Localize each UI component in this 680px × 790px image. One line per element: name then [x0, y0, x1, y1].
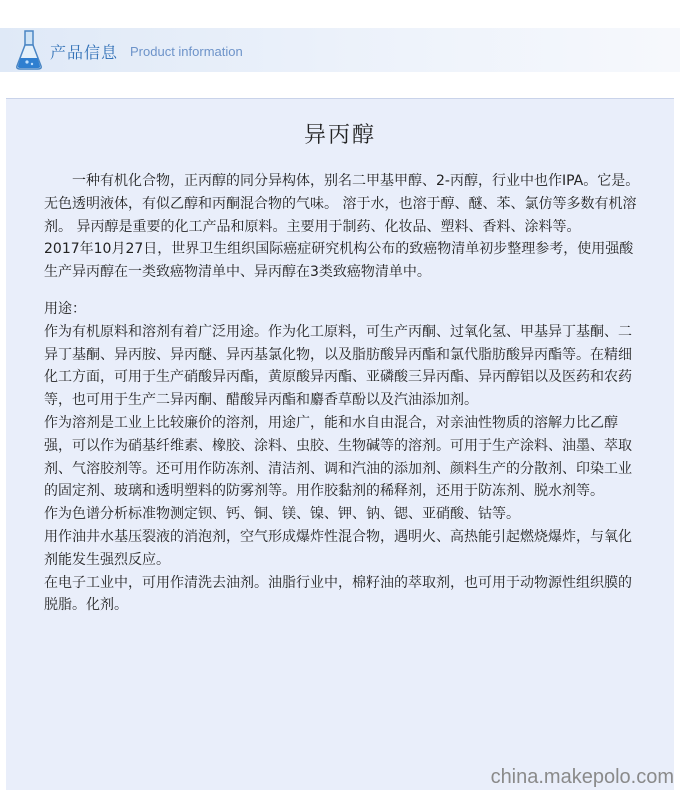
page-title: 异丙醇: [303, 123, 376, 148]
article-body: [44, 170, 644, 617]
uses-paragraph: 在电子工业中，可用作清洗去油剂。油脂行业中，棉籽油的萃取剂，也可用于动物源性组织膜的脱脂。化剂。: [44, 574, 632, 614]
uses-paragraph: 作为色谱分析标准物测定钡、钙、铜、镁、镍、钾、钠、锶、亚硝酸、钴等。: [44, 506, 520, 523]
flask-icon: [14, 28, 44, 72]
uses-paragraph: 用作油井水基压裂液的消泡剂，空气形成爆炸性混合物，遇明火、高热能引起燃烧爆炸，与氧化剂能发生强烈反应。: [44, 528, 632, 568]
section-header: [0, 28, 680, 72]
intro-paragraph: 一种有机化合物，正丙醇的同分异构体，别名二甲基甲醇、2-丙醇，行业中也作IPA。它是。无色透明液体，有似乙醇和丙酮混合物的气味。 溶于水，也溶于醇、醚、苯、氯仿等多数有机溶剂。 异丙醇是重要的化工产品和原料。主要用于制药、化妆品、塑料、香料、涂料等。: [44, 173, 640, 235]
uses-paragraph: 作为溶剂是工业上比较廉价的溶剂，用途广，能和水自由混合，对亲油性物质的溶解力比乙醇强，可以作为硝基纤维素、橡胶、涂料、虫胶、生物碱等的溶剂。可用于生产涂料、油墨、萃取剂、气溶胶剂等。还可用作防冻剂、清洁剂、调和汽油的添加剂、颜料生产的分散剂、印染工业的固定剂、玻璃和透明塑料的防雾剂等。用作胶黏剂的稀释剂，还用于防冻剂、脱水剂等。: [44, 414, 632, 500]
header-title: 产品信息: [50, 43, 119, 62]
uses-heading: 用途：: [44, 300, 86, 317]
regulation-paragraph: 2017年10月27日，世界卫生组织国际癌症研究机构公布的致癌物清单初步整理参考，使用强酸生产异丙醇在一类致癌物清单中、异丙醇在3类致癌物清单中。: [44, 241, 634, 281]
header-subtitle: Product information: [130, 44, 243, 59]
watermark-url: china.makepolo.com: [490, 766, 674, 788]
uses-paragraph: 作为有机原料和溶剂有着广泛用途。作为化工原料，可生产丙酮、过氧化氢、甲基异丁基酮、二异丁基酮、异丙胺、异丙醚、异丙基氯化物，以及脂肪酸异丙酯和氯代脂肪酸异丙酯等。在精细化工方面，可用于生产硝酸异丙酯，黄原酸异丙酯、亚磷酸三异丙酯、异丙醇铝以及医药和农药等，也可用于生产二异丙酮、醋酸异丙酯和麝香草酚以及汽油添加剂。: [44, 323, 632, 409]
